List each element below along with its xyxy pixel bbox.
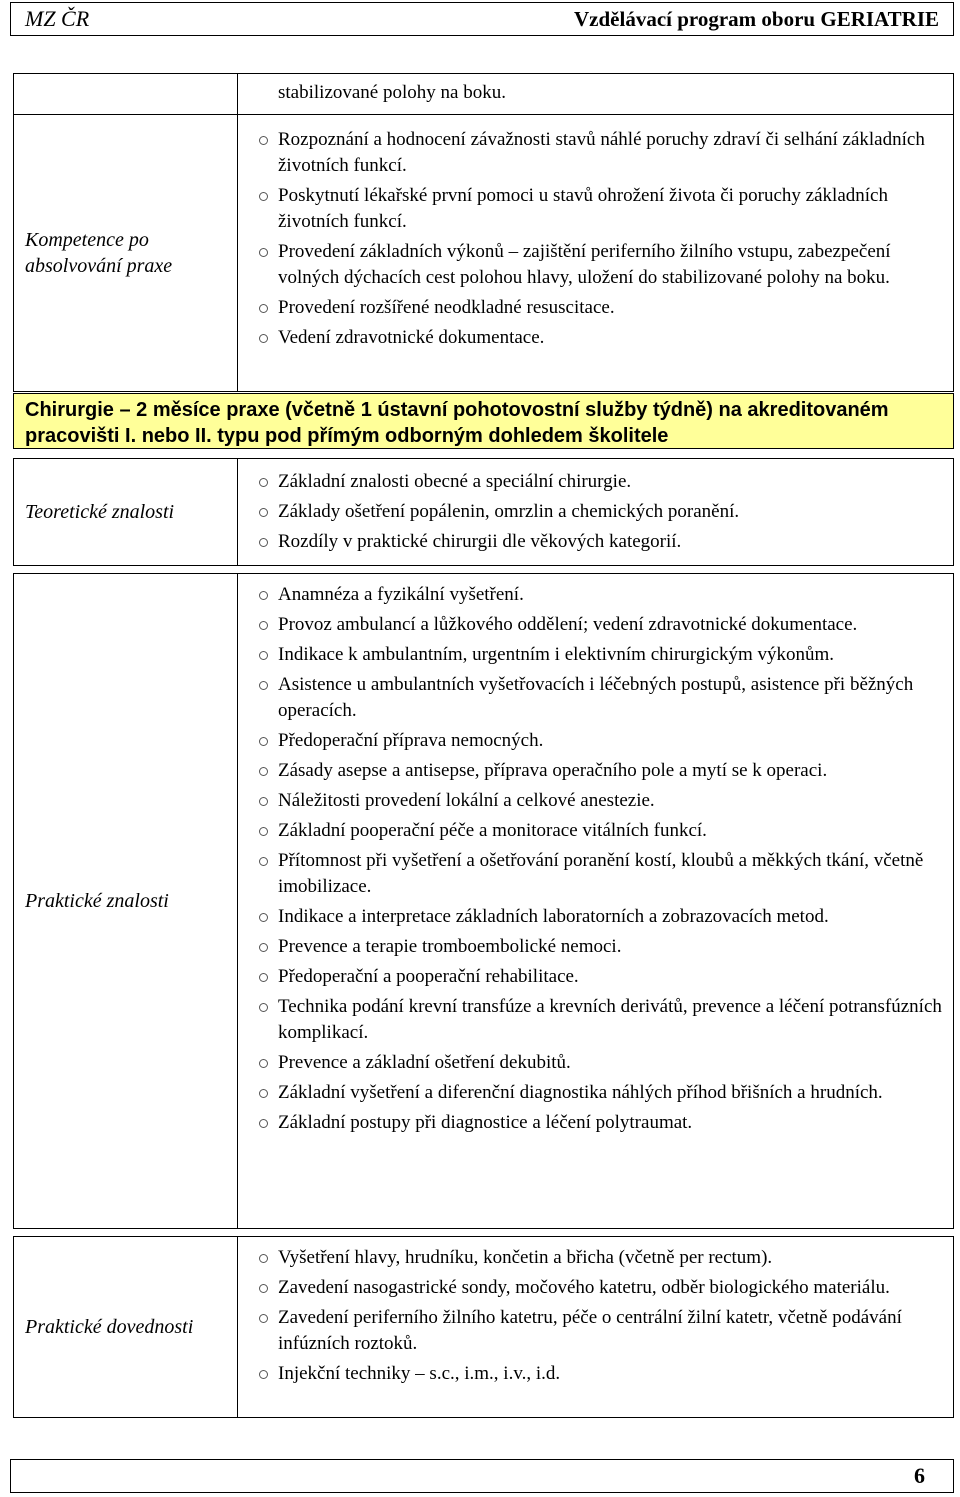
- list-item: Provedení rozšířené neodkladné resuscitace.: [246, 295, 945, 321]
- prakticke-znalosti-list: [246, 582, 945, 1136]
- list-item: Indikace k ambulantním, urgentním i elektivním chirurgickým výkonům.: [246, 642, 945, 668]
- list-item: Injekční techniky – s.c., i.m., i.v., i.d.: [246, 1361, 945, 1387]
- list-item: Anamnéza a fyzikální vyšetření.: [246, 582, 945, 608]
- list-item: Provedení základních výkonů – zajištění periferního žilního vstupu, zabezpečení volných dýchacích cest polohou hlavy, uložení do stabilizované polohy na boku.: [246, 239, 945, 291]
- page-header: [10, 2, 954, 36]
- prakticke-dovednosti-label-cell: [13, 1236, 238, 1418]
- prakticke-dovednosti-label: Praktické dovednosti: [25, 1316, 194, 1338]
- list-item: Vyšetření hlavy, hrudníku, končetin a břicha (včetně per rectum).: [246, 1245, 945, 1271]
- list-item: Asistence u ambulantních vyšetřovacích i léčebných postupů, asistence při běžných operacích.: [246, 672, 945, 724]
- continuation-label-cell: [13, 73, 238, 115]
- kompetence-label: Kompetence po absolvování praxe: [25, 229, 173, 277]
- teoreticke-list: [246, 469, 945, 555]
- prakticke-znalosti-label: Praktické znalosti: [25, 890, 169, 912]
- list-item: Zavedení periferního žilního katetru, péče o centrální žilní katetr, včetně podávání infúzních roztoků.: [246, 1305, 945, 1357]
- list-item: Náležitosti provedení lokální a celkové anestezie.: [246, 788, 945, 814]
- list-item: Základní postupy při diagnostice a léčení polytraumat.: [246, 1110, 945, 1136]
- list-item: Předoperační příprava nemocných.: [246, 728, 945, 754]
- continuation-text: stabilizované polohy na boku.: [278, 82, 506, 103]
- list-item: Základní vyšetření a diferenční diagnostika náhlých příhod břišních a hrudních.: [246, 1080, 945, 1106]
- kompetence-list: [246, 127, 945, 351]
- list-item: Zásady asepse a antisepse, příprava operačního pole a mytí se k operaci.: [246, 758, 945, 784]
- list-item: Zavedení nasogastrické sondy, močového katetru, odběr biologického materiálu.: [246, 1275, 945, 1301]
- teoreticke-label-cell: [13, 458, 238, 566]
- header-left: MZ ČR: [25, 6, 90, 31]
- kompetence-content: [237, 114, 954, 392]
- teoreticke-content: [237, 458, 954, 566]
- list-item: Předoperační a pooperační rehabilitace.: [246, 964, 945, 990]
- list-item: Poskytnutí lékařské první pomoci u stavů ohrožení života či poruchy základních životních funkcí.: [246, 183, 945, 235]
- prakticke-dovednosti-list: [246, 1245, 945, 1387]
- list-item: Základní pooperační péče a monitorace vitálních funkcí.: [246, 818, 945, 844]
- list-item: Indikace a interpretace základních laboratorních a zobrazovacích metod.: [246, 904, 945, 930]
- continuation-cell: [237, 73, 954, 115]
- prakticke-znalosti-content: [237, 573, 954, 1229]
- prakticke-dovednosti-content: [237, 1236, 954, 1418]
- list-item: Provoz ambulancí a lůžkového oddělení; vedení zdravotnické dokumentace.: [246, 612, 945, 638]
- list-item: Vedení zdravotnické dokumentace.: [246, 325, 945, 351]
- page-footer: [10, 1459, 954, 1493]
- list-item: Rozdíly v praktické chirurgii dle věkových kategorií.: [246, 529, 945, 555]
- prakticke-znalosti-label-cell: [13, 573, 238, 1229]
- list-item: Technika podání krevní transfúze a krevních derivátů, prevence a léčení potransfúzních komplikací.: [246, 994, 945, 1046]
- list-item: Rozpoznání a hodnocení závažnosti stavů náhlé poruchy zdraví či selhání základních životních funkcí.: [246, 127, 945, 179]
- header-title: Vzdělávací program oboru GERIATRIE: [574, 6, 939, 31]
- teoreticke-label: Teoretické znalosti: [25, 501, 175, 523]
- list-item: Prevence a terapie tromboembolické nemoci.: [246, 934, 945, 960]
- section-title-chirurgie: Chirurgie – 2 měsíce praxe (včetně 1 ústavní pohotovostní služby týdně) na akreditovaném pracovišti I. nebo II. typu pod přímým odborným dohledem školitele: [13, 393, 954, 449]
- page-number: 6: [914, 1463, 925, 1488]
- list-item: Prevence a základní ošetření dekubitů.: [246, 1050, 945, 1076]
- list-item: Základní znalosti obecné a speciální chirurgie.: [246, 469, 945, 495]
- list-item: Základy ošetření popálenin, omrzlin a chemických poranění.: [246, 499, 945, 525]
- kompetence-label-cell: [13, 114, 238, 392]
- list-item: Přítomnost při vyšetření a ošetřování poranění kostí, kloubů a měkkých tkání, včetně imobilizace.: [246, 848, 945, 900]
